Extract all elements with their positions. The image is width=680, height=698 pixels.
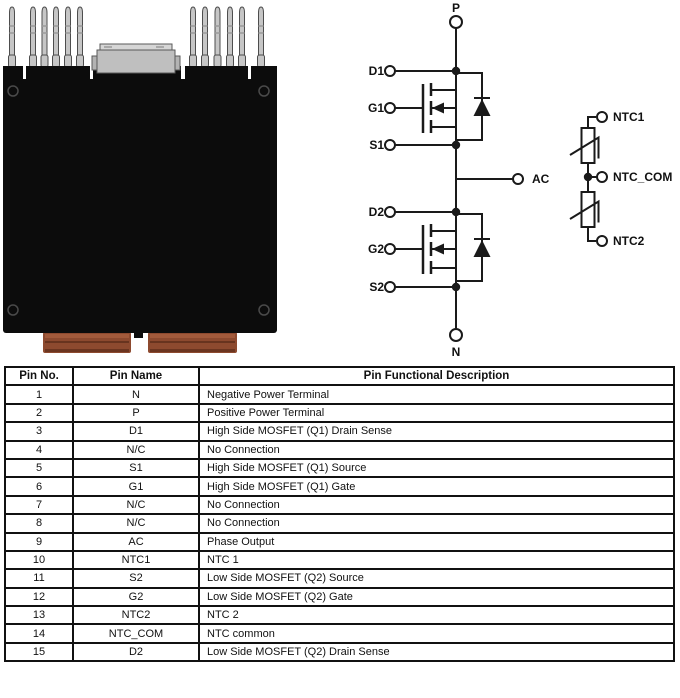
module-pin (190, 7, 197, 70)
pin-desc: NTC common (199, 624, 674, 642)
pin-desc: Negative Power Terminal (199, 385, 674, 403)
pin-desc: NTC 2 (199, 606, 674, 624)
mosfet-arrow (432, 103, 444, 114)
module-pin (202, 7, 209, 70)
pin-name: AC (73, 533, 199, 551)
label-ntc2: NTC2 (613, 234, 645, 248)
thermistor-ntc2 (582, 192, 595, 227)
pin-function-table (4, 366, 675, 662)
table-row (5, 385, 674, 403)
header-pin-name: Pin Name (73, 367, 199, 385)
pin-name: N/C (73, 514, 199, 532)
label-ntc-com: NTC_COM (613, 170, 673, 184)
terminal-ac (513, 174, 523, 184)
module-pin (239, 7, 246, 70)
table-row (5, 477, 674, 495)
table-row (5, 551, 674, 569)
pin-name: N/C (73, 496, 199, 514)
table-row (5, 643, 674, 661)
module-body (3, 66, 277, 338)
label-ntc1: NTC1 (613, 110, 645, 124)
terminal-ntc-com (597, 172, 607, 182)
pin-desc: High Side MOSFET (Q1) Source (199, 459, 674, 477)
pin-desc: No Connection (199, 514, 674, 532)
module-pin (9, 7, 16, 70)
table-row (5, 588, 674, 606)
table-row (5, 459, 674, 477)
terminal-notch (134, 333, 143, 338)
header-pin-no: Pin No. (5, 367, 73, 385)
body-diode-q2 (474, 240, 491, 257)
label-g2: G2 (367, 242, 384, 256)
pin-name: N/C (73, 441, 199, 459)
pin-desc: Positive Power Terminal (199, 404, 674, 422)
pin-desc: Low Side MOSFET (Q2) Drain Sense (199, 643, 674, 661)
pin-name: D2 (73, 643, 199, 661)
pin-no: 4 (5, 441, 73, 459)
module-pin (65, 7, 72, 70)
terminal-s2 (385, 282, 395, 292)
pin-name: N (73, 385, 199, 403)
terminal-g1 (385, 103, 395, 113)
module-pin (214, 7, 221, 70)
module-pin (77, 7, 84, 70)
pin-no: 7 (5, 496, 73, 514)
table-row (5, 533, 674, 551)
pin-no: 13 (5, 606, 73, 624)
pin-no: 12 (5, 588, 73, 606)
pin-no: 6 (5, 477, 73, 495)
terminal-s1 (385, 140, 395, 150)
pin-name: G1 (73, 477, 199, 495)
pin-no: 5 (5, 459, 73, 477)
pin-no: 15 (5, 643, 73, 661)
terminal-ntc2 (597, 236, 607, 246)
label-d2: D2 (368, 205, 384, 219)
terminal-g2 (385, 244, 395, 254)
pin-no: 8 (5, 514, 73, 532)
power-module-drawing (0, 0, 280, 362)
pin-desc: High Side MOSFET (Q1) Drain Sense (199, 422, 674, 440)
pin-name: P (73, 404, 199, 422)
pin-desc: Low Side MOSFET (Q2) Gate (199, 588, 674, 606)
thermistor-ntc1 (582, 128, 595, 163)
label-d1: D1 (368, 64, 384, 78)
table-row (5, 569, 674, 587)
pin-desc: Phase Output (199, 533, 674, 551)
connector-block (92, 44, 180, 73)
table-row (5, 404, 674, 422)
module-pin (53, 7, 60, 70)
pin-name: NTC_COM (73, 624, 199, 642)
pin-name: G2 (73, 588, 199, 606)
pin-desc: NTC 1 (199, 551, 674, 569)
module-pin (227, 7, 234, 70)
pin-name: NTC2 (73, 606, 199, 624)
pin-no: 3 (5, 422, 73, 440)
pin-no: 10 (5, 551, 73, 569)
pin-name: S1 (73, 459, 199, 477)
table-row (5, 606, 674, 624)
half-bridge-schematic (340, 0, 680, 362)
pin-name: NTC1 (73, 551, 199, 569)
terminal-ntc1 (597, 112, 607, 122)
pin-desc: High Side MOSFET (Q1) Gate (199, 477, 674, 495)
table-row (5, 496, 674, 514)
label-ac: AC (532, 172, 550, 186)
pin-desc: Low Side MOSFET (Q2) Source (199, 569, 674, 587)
terminal-d1 (385, 66, 395, 76)
pin-no: 1 (5, 385, 73, 403)
ntc-network (570, 117, 599, 241)
pin-no: 14 (5, 624, 73, 642)
table-header-row (5, 367, 674, 385)
label-s2: S2 (369, 280, 384, 294)
label-p: P (451, 1, 461, 15)
terminal-p (450, 16, 462, 28)
table-row (5, 624, 674, 642)
pin-no: 11 (5, 569, 73, 587)
body-diode-q1 (474, 99, 491, 116)
module-pin (41, 7, 48, 70)
pin-name: D1 (73, 422, 199, 440)
module-pin (258, 7, 265, 70)
label-g1: G1 (367, 101, 384, 115)
terminal-n (450, 329, 462, 341)
pin-name: S2 (73, 569, 199, 587)
mosfet-arrow (432, 244, 444, 255)
label-s1: S1 (369, 138, 384, 152)
body-diode-branch (456, 73, 482, 140)
pin-desc: No Connection (199, 496, 674, 514)
pin-no: 9 (5, 533, 73, 551)
header-pin-desc: Pin Functional Description (199, 367, 674, 385)
table-row (5, 514, 674, 532)
terminal-d2 (385, 207, 395, 217)
pin-desc: No Connection (199, 441, 674, 459)
label-n: N (451, 345, 461, 359)
body-diode-branch (456, 214, 482, 281)
pin-no: 2 (5, 404, 73, 422)
module-pin (30, 7, 37, 70)
table-row (5, 422, 674, 440)
table-row (5, 441, 674, 459)
